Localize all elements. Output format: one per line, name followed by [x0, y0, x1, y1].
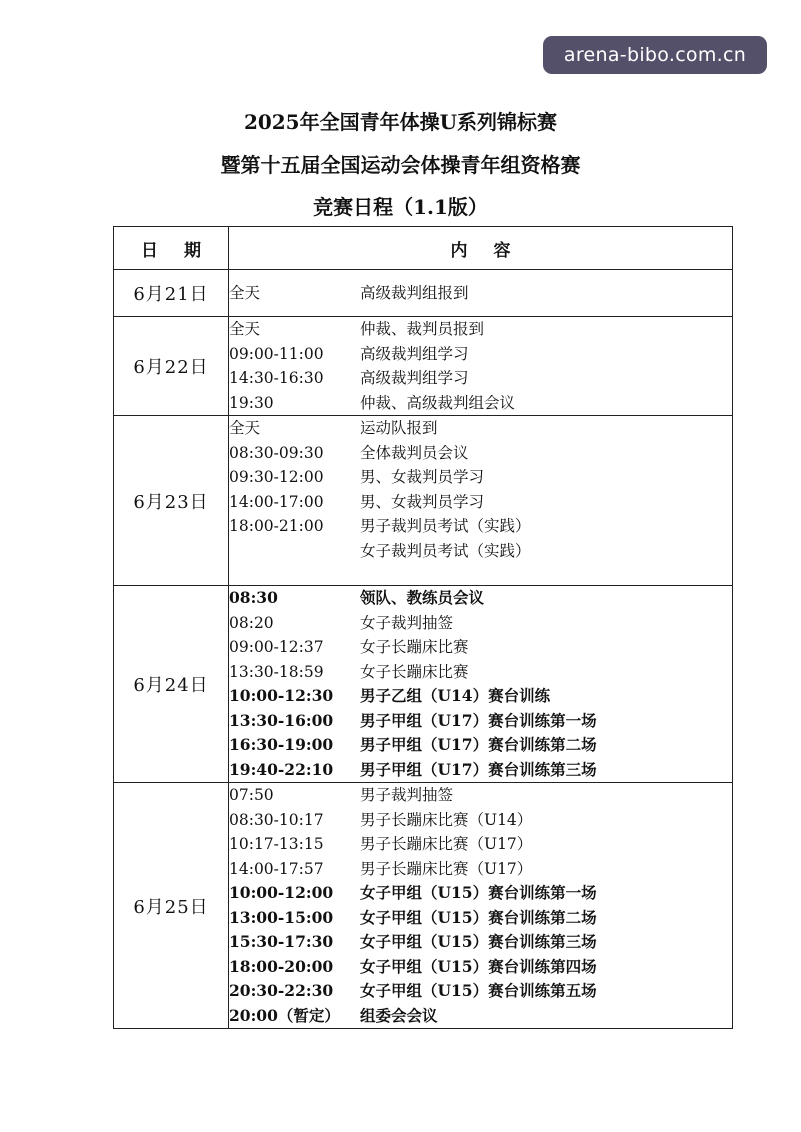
day-date-cell: 6月25日 [114, 783, 229, 1029]
schedule-item-description: 男子甲组（U17）赛台训练第三场 [360, 759, 597, 779]
schedule-item-time: 20:30-22:30 [229, 981, 334, 1000]
schedule-item [229, 709, 732, 734]
schedule-item-time: 10:00-12:30 [229, 686, 334, 705]
table-row [114, 586, 733, 783]
schedule-item-time: 15:30-17:30 [229, 932, 334, 951]
schedule-item-description: 仲裁、高级裁判组会议 [360, 393, 516, 412]
schedule-item [229, 660, 732, 685]
schedule-item-description: 男子甲组（U17）赛台训练第一场 [360, 710, 597, 730]
schedule-item-time: 08:30 [229, 588, 278, 607]
schedule-item [229, 441, 732, 466]
document-subtitle: 暨第十五届全国运动会体操青年组资格赛 [220, 153, 581, 177]
schedule-item [229, 955, 732, 980]
schedule-item [229, 758, 732, 783]
schedule-item [229, 281, 732, 306]
schedule-item-time: 07:50 [229, 786, 274, 804]
schedule-item-time: 14:00-17:57 [229, 859, 324, 878]
day-content-cell [229, 270, 733, 317]
schedule-item-time: 16:30-19:00 [229, 735, 334, 754]
schedule-item [229, 881, 732, 906]
schedule-item-time: 10:00-12:00 [229, 883, 334, 902]
schedule-table [113, 226, 733, 1029]
schedule-item-time: 19:30 [229, 393, 274, 412]
schedule-item-description: 男子裁判员考试（实践） [360, 517, 531, 535]
day-date-cell: 6月23日 [114, 416, 229, 586]
schedule-item-description: 男子长蹦床比赛（U17） [360, 859, 533, 878]
schedule-item-time: 09:00-12:37 [229, 638, 324, 656]
schedule-item-description: 领队、教练员会议 [360, 588, 485, 607]
schedule-item-description: 男、女裁判员学习 [360, 492, 485, 511]
schedule-item-time: 20:00（暂定） [229, 1005, 340, 1025]
schedule-body [114, 270, 733, 1029]
schedule-item-time [229, 539, 360, 564]
schedule-item [229, 342, 732, 367]
schedule-item-time: 09:30-12:00 [229, 468, 324, 486]
schedule-item-description: 男子乙组（U14）赛台训练 [360, 686, 551, 705]
day-content-cell [229, 317, 733, 416]
schedule-item [229, 366, 732, 391]
schedule-item [229, 317, 732, 342]
schedule-item-time: 08:20 [229, 613, 274, 632]
schedule-item [229, 783, 732, 808]
table-row [114, 783, 733, 1029]
header-date: 日期 [114, 227, 229, 270]
schedule-item [229, 906, 732, 931]
schedule-item [229, 611, 732, 636]
schedule-item-time: 全天 [229, 320, 261, 338]
schedule-item-time: 13:30-18:59 [229, 662, 324, 681]
table-header-row [114, 227, 733, 270]
schedule-item [229, 808, 732, 833]
schedule-item-time: 08:30-09:30 [229, 443, 324, 462]
schedule-item-time: 全天 [229, 283, 261, 302]
schedule-item-time: 10:17-13:15 [229, 835, 324, 853]
schedule-item-description: 女子甲组（U15）赛台训练第四场 [360, 956, 597, 976]
schedule-item-time: 08:30-10:17 [229, 810, 324, 829]
schedule-item-description: 女子甲组（U15）赛台训练第二场 [360, 907, 597, 927]
day-content-cell [229, 586, 733, 783]
schedule-item-description: 高级裁判组学习 [360, 369, 469, 387]
watermark-badge: arena-bibo.com.cn [543, 36, 767, 74]
day-content-cell [229, 783, 733, 1029]
schedule-item [229, 416, 732, 441]
schedule-item [229, 930, 732, 955]
schedule-item-time: 18:00-20:00 [229, 956, 334, 976]
schedule-item-description: 女子裁判抽签 [360, 613, 454, 632]
table-row [114, 416, 733, 586]
schedule-item [229, 514, 732, 539]
table-row [114, 317, 733, 416]
schedule-item-time: 18:00-21:00 [229, 517, 324, 535]
schedule-item-description: 女子长蹦床比赛 [360, 638, 469, 656]
schedule-item-description: 运动队报到 [360, 419, 438, 437]
schedule-item-description: 女子甲组（U15）赛台训练第五场 [360, 981, 597, 1000]
table-row [114, 270, 733, 317]
schedule-item [229, 733, 732, 758]
schedule-item-time: 13:00-15:00 [229, 907, 334, 927]
schedule-item-description: 女子甲组（U15）赛台训练第一场 [360, 883, 597, 902]
schedule-item [229, 979, 732, 1004]
schedule-item [229, 635, 732, 660]
schedule-item-description: 男子长蹦床比赛（U17） [360, 835, 533, 853]
schedule-item [229, 684, 732, 709]
schedule-item-description: 组委会会议 [360, 1005, 438, 1025]
schedule-item [229, 586, 732, 611]
header-content: 内容 [229, 227, 733, 270]
day-content-cell [229, 416, 733, 586]
schedule-item-description: 男子甲组（U17）赛台训练第二场 [360, 735, 597, 754]
schedule-item-description: 女子甲组（U15）赛台训练第三场 [360, 932, 597, 951]
schedule-item-time: 13:30-16:00 [229, 710, 334, 730]
schedule-item-time: 14:00-17:00 [229, 492, 324, 511]
schedule-item [229, 465, 732, 490]
day-date-cell: 6月21日 [114, 270, 229, 317]
schedule-item [229, 832, 732, 857]
schedule-item-time: 19:40-22:10 [229, 759, 334, 779]
schedule-item-time: 14:30-16:30 [229, 369, 324, 387]
schedule-item-description: 全体裁判员会议 [360, 443, 469, 462]
schedule-item [229, 539, 732, 564]
schedule-item [229, 857, 732, 882]
schedule-item-time: 09:00-11:00 [229, 344, 324, 363]
schedule-item-description: 高级裁判组学习 [360, 344, 469, 363]
document-title: 2025年全国青年体操U系列锦标赛 [243, 110, 558, 134]
document-version-title: 竞赛日程（1.1版） [313, 195, 488, 219]
schedule-item-description: 仲裁、裁判员报到 [360, 320, 485, 338]
day-date-cell: 6月22日 [114, 317, 229, 416]
day-date-cell: 6月24日 [114, 586, 229, 783]
schedule-item-description: 高级裁判组报到 [360, 283, 469, 302]
schedule-item-description: 男子长蹦床比赛（U14） [360, 810, 533, 829]
schedule-item-description: 女子长蹦床比赛 [360, 662, 469, 681]
schedule-item-description: 男子裁判抽签 [360, 786, 454, 804]
schedule-item [229, 391, 732, 416]
schedule-item [229, 1004, 732, 1029]
schedule-item-time: 全天 [229, 419, 261, 437]
schedule-item-description: 女子裁判员考试（实践） [360, 541, 531, 560]
schedule-item [229, 490, 732, 515]
schedule-item-description: 男、女裁判员学习 [360, 468, 485, 486]
